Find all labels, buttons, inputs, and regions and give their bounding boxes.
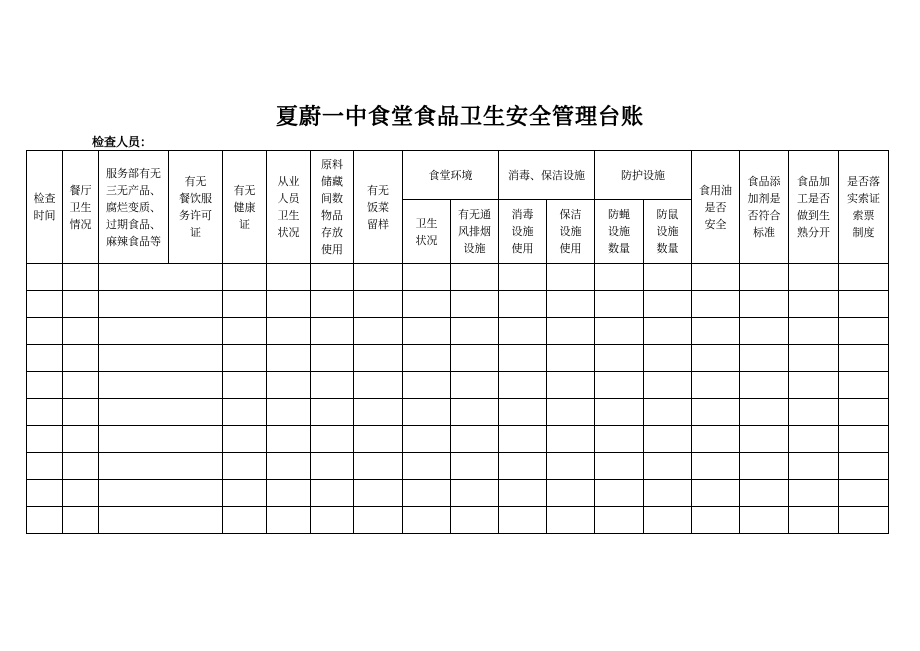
- table-cell[interactable]: [740, 291, 789, 318]
- table-cell[interactable]: [403, 264, 451, 291]
- table-cell[interactable]: [99, 426, 223, 453]
- table-cell[interactable]: [451, 399, 499, 426]
- table-cell[interactable]: [27, 453, 63, 480]
- table-cell[interactable]: [403, 399, 451, 426]
- table-cell[interactable]: [547, 291, 595, 318]
- header-cleaning-use: 保洁 设施 使用: [547, 200, 595, 264]
- table-cell[interactable]: [27, 318, 63, 345]
- table-cell[interactable]: [267, 453, 311, 480]
- table-cell[interactable]: [839, 480, 889, 507]
- header-protection: 防护设施: [595, 151, 692, 200]
- table-row: [27, 345, 889, 372]
- table-cell[interactable]: [692, 426, 740, 453]
- table-cell[interactable]: [267, 507, 311, 534]
- table-cell[interactable]: [223, 372, 267, 399]
- table-cell[interactable]: [644, 480, 692, 507]
- table-cell[interactable]: [839, 453, 889, 480]
- table-cell[interactable]: [267, 318, 311, 345]
- header-trace-system: 是否落 实索证 索票 制度: [839, 151, 889, 264]
- inspector-label: 检查人员：: [92, 135, 153, 149]
- table-cell[interactable]: [63, 345, 99, 372]
- table-cell[interactable]: [63, 264, 99, 291]
- table-cell[interactable]: [63, 453, 99, 480]
- ledger-table: [26, 150, 889, 534]
- table-cell[interactable]: [839, 318, 889, 345]
- table-cell[interactable]: [547, 507, 595, 534]
- table-cell[interactable]: [499, 507, 547, 534]
- table-row: [27, 453, 889, 480]
- table-cell[interactable]: [789, 318, 839, 345]
- table-cell[interactable]: [354, 291, 403, 318]
- table-cell[interactable]: [839, 507, 889, 534]
- table-cell[interactable]: [692, 318, 740, 345]
- table-cell[interactable]: [644, 426, 692, 453]
- table-cell[interactable]: [403, 426, 451, 453]
- table-cell[interactable]: [499, 453, 547, 480]
- table-cell[interactable]: [311, 426, 354, 453]
- table-cell[interactable]: [451, 318, 499, 345]
- table-cell[interactable]: [63, 291, 99, 318]
- table-row: [27, 372, 889, 399]
- table-cell[interactable]: [27, 345, 63, 372]
- table-cell[interactable]: [223, 480, 267, 507]
- table-cell[interactable]: [311, 291, 354, 318]
- table-cell[interactable]: [692, 480, 740, 507]
- table-cell[interactable]: [740, 426, 789, 453]
- table-cell[interactable]: [740, 453, 789, 480]
- table-cell[interactable]: [789, 453, 839, 480]
- table-cell[interactable]: [223, 426, 267, 453]
- table-cell[interactable]: [692, 345, 740, 372]
- table-cell[interactable]: [789, 264, 839, 291]
- table-cell[interactable]: [99, 318, 223, 345]
- table-cell[interactable]: [451, 426, 499, 453]
- table-cell[interactable]: [547, 480, 595, 507]
- table-cell[interactable]: [595, 345, 644, 372]
- table-cell[interactable]: [499, 291, 547, 318]
- table-cell[interactable]: [740, 372, 789, 399]
- table-cell[interactable]: [740, 399, 789, 426]
- header-check-time: 检查 时间: [27, 151, 63, 264]
- table-cell[interactable]: [789, 345, 839, 372]
- table-cell[interactable]: [595, 480, 644, 507]
- table-cell[interactable]: [789, 399, 839, 426]
- table-cell[interactable]: [839, 291, 889, 318]
- header-staff-status: 从业 人员 卫生 状况: [267, 151, 311, 264]
- table-cell[interactable]: [595, 507, 644, 534]
- table-cell[interactable]: [354, 480, 403, 507]
- table-cell[interactable]: [223, 399, 267, 426]
- header-fly-count: 防蝇 设施 数量: [595, 200, 644, 264]
- table-cell[interactable]: [644, 291, 692, 318]
- table-row: [27, 264, 889, 291]
- table-cell[interactable]: [644, 345, 692, 372]
- table-cell[interactable]: [223, 345, 267, 372]
- table-cell[interactable]: [451, 372, 499, 399]
- table-cell[interactable]: [692, 372, 740, 399]
- table-cell[interactable]: [99, 453, 223, 480]
- table-cell[interactable]: [403, 507, 451, 534]
- table-cell[interactable]: [311, 264, 354, 291]
- table-cell[interactable]: [223, 453, 267, 480]
- table-cell[interactable]: [27, 291, 63, 318]
- table-cell[interactable]: [499, 372, 547, 399]
- header-health-certificate: 有无 健康 证: [223, 151, 267, 264]
- table-row: [27, 507, 889, 534]
- table-cell[interactable]: [63, 480, 99, 507]
- header-dining-hygiene: 餐厅 卫生 情况: [63, 151, 99, 264]
- table-cell[interactable]: [547, 453, 595, 480]
- table-cell[interactable]: [403, 453, 451, 480]
- table-cell[interactable]: [740, 264, 789, 291]
- table-cell[interactable]: [451, 453, 499, 480]
- table-cell[interactable]: [839, 264, 889, 291]
- table-cell[interactable]: [311, 372, 354, 399]
- table-cell[interactable]: [63, 399, 99, 426]
- table-row: [27, 426, 889, 453]
- table-cell[interactable]: [267, 426, 311, 453]
- table-cell[interactable]: [499, 318, 547, 345]
- table-cell[interactable]: [403, 318, 451, 345]
- table-cell[interactable]: [547, 399, 595, 426]
- table-cell[interactable]: [595, 453, 644, 480]
- table-cell[interactable]: [595, 264, 644, 291]
- table-cell[interactable]: [354, 426, 403, 453]
- table-cell[interactable]: [99, 399, 223, 426]
- table-cell[interactable]: [27, 426, 63, 453]
- table-cell[interactable]: [27, 264, 63, 291]
- table-cell[interactable]: [27, 372, 63, 399]
- table-cell[interactable]: [354, 264, 403, 291]
- header-storage-room: 原料 储藏 间数 物品 存放 使用: [311, 151, 354, 264]
- table-cell[interactable]: [354, 453, 403, 480]
- table-cell[interactable]: [63, 426, 99, 453]
- header-additive-standard: 食品添 加剂是 否符合 标准: [740, 151, 789, 264]
- table-cell[interactable]: [99, 264, 223, 291]
- table-cell[interactable]: [27, 480, 63, 507]
- table-cell[interactable]: [644, 372, 692, 399]
- table-cell[interactable]: [692, 453, 740, 480]
- table-cell[interactable]: [267, 291, 311, 318]
- table-cell[interactable]: [311, 399, 354, 426]
- table-cell[interactable]: [403, 345, 451, 372]
- table-cell[interactable]: [547, 426, 595, 453]
- table-cell[interactable]: [499, 345, 547, 372]
- table-cell[interactable]: [644, 399, 692, 426]
- page-title: 夏蔚一中食堂食品卫生安全管理台账: [275, 105, 644, 130]
- table-cell[interactable]: [354, 345, 403, 372]
- ledger-body: [27, 264, 889, 534]
- table-cell[interactable]: [354, 318, 403, 345]
- table-cell[interactable]: [789, 480, 839, 507]
- table-cell[interactable]: [63, 507, 99, 534]
- table-cell[interactable]: [27, 399, 63, 426]
- table-cell[interactable]: [595, 426, 644, 453]
- table-cell[interactable]: [595, 399, 644, 426]
- table-cell[interactable]: [789, 291, 839, 318]
- table-cell[interactable]: [63, 372, 99, 399]
- table-cell[interactable]: [99, 345, 223, 372]
- table-cell[interactable]: [99, 480, 223, 507]
- table-cell[interactable]: [267, 399, 311, 426]
- header-raw-cooked-separation: 食品加 工是否 做到生 熟分开: [789, 151, 839, 264]
- header-kitchen-hygiene: 卫生 状况: [403, 200, 451, 264]
- table-cell[interactable]: [839, 399, 889, 426]
- table-cell[interactable]: [644, 453, 692, 480]
- table-cell[interactable]: [223, 507, 267, 534]
- table-cell[interactable]: [789, 507, 839, 534]
- table-cell[interactable]: [740, 345, 789, 372]
- table-cell[interactable]: [740, 507, 789, 534]
- table-cell[interactable]: [595, 291, 644, 318]
- table-cell[interactable]: [499, 426, 547, 453]
- table-cell[interactable]: [839, 372, 889, 399]
- table-cell[interactable]: [267, 345, 311, 372]
- table-cell[interactable]: [547, 372, 595, 399]
- table-cell[interactable]: [267, 480, 311, 507]
- table-cell[interactable]: [354, 399, 403, 426]
- header-disinfect-use: 消毒 设施 使用: [499, 200, 547, 264]
- table-cell[interactable]: [311, 480, 354, 507]
- table-cell[interactable]: [740, 318, 789, 345]
- table-cell[interactable]: [789, 372, 839, 399]
- table-cell[interactable]: [451, 507, 499, 534]
- header-disinfection: 消毒、保洁设施: [499, 151, 595, 200]
- table-cell[interactable]: [644, 318, 692, 345]
- table-cell[interactable]: [595, 372, 644, 399]
- table-cell[interactable]: [547, 345, 595, 372]
- table-cell[interactable]: [692, 399, 740, 426]
- header-exhaust: 有无通 风排烟 设施: [451, 200, 499, 264]
- table-cell[interactable]: [223, 264, 267, 291]
- table-cell[interactable]: [692, 264, 740, 291]
- table-cell[interactable]: [99, 291, 223, 318]
- table-cell[interactable]: [403, 480, 451, 507]
- table-cell[interactable]: [99, 507, 223, 534]
- table-row: [27, 318, 889, 345]
- table-cell[interactable]: [403, 372, 451, 399]
- header-kitchen-env: 食堂环境: [403, 151, 499, 200]
- table-cell[interactable]: [99, 372, 223, 399]
- table-cell[interactable]: [451, 291, 499, 318]
- table-cell[interactable]: [311, 318, 354, 345]
- table-cell[interactable]: [63, 318, 99, 345]
- header-rodent-count: 防鼠 设施 数量: [644, 200, 692, 264]
- header-food-sample: 有无 饭菜 留样: [354, 151, 403, 264]
- table-row: [27, 291, 889, 318]
- header-oil-safety: 食用油 是否 安全: [692, 151, 740, 264]
- table-cell[interactable]: [311, 507, 354, 534]
- table-cell[interactable]: [311, 345, 354, 372]
- table-cell[interactable]: [499, 480, 547, 507]
- table-cell[interactable]: [839, 345, 889, 372]
- table-row: [27, 480, 889, 507]
- table-cell[interactable]: [451, 264, 499, 291]
- table-cell[interactable]: [354, 372, 403, 399]
- table-cell[interactable]: [789, 426, 839, 453]
- table-cell[interactable]: [499, 399, 547, 426]
- header-catering-license: 有无 餐饮服 务许可 证: [169, 151, 223, 264]
- table-cell[interactable]: [547, 264, 595, 291]
- table-cell[interactable]: [267, 372, 311, 399]
- table-cell[interactable]: [403, 291, 451, 318]
- table-cell[interactable]: [692, 507, 740, 534]
- table-cell[interactable]: [547, 318, 595, 345]
- table-row: [27, 399, 889, 426]
- table-cell[interactable]: [740, 480, 789, 507]
- table-cell[interactable]: [223, 291, 267, 318]
- table-cell[interactable]: [451, 345, 499, 372]
- table-cell[interactable]: [223, 318, 267, 345]
- table-cell[interactable]: [839, 426, 889, 453]
- table-cell[interactable]: [354, 507, 403, 534]
- table-cell[interactable]: [644, 507, 692, 534]
- table-cell[interactable]: [644, 264, 692, 291]
- table-cell[interactable]: [27, 507, 63, 534]
- table-cell[interactable]: [311, 453, 354, 480]
- table-cell[interactable]: [692, 291, 740, 318]
- table-cell[interactable]: [595, 318, 644, 345]
- table-cell[interactable]: [267, 264, 311, 291]
- header-service-dept: 服务部有无 三无产品、 腐烂变质、 过期食品、 麻辣食品等: [99, 151, 169, 264]
- table-cell[interactable]: [451, 480, 499, 507]
- table-cell[interactable]: [499, 264, 547, 291]
